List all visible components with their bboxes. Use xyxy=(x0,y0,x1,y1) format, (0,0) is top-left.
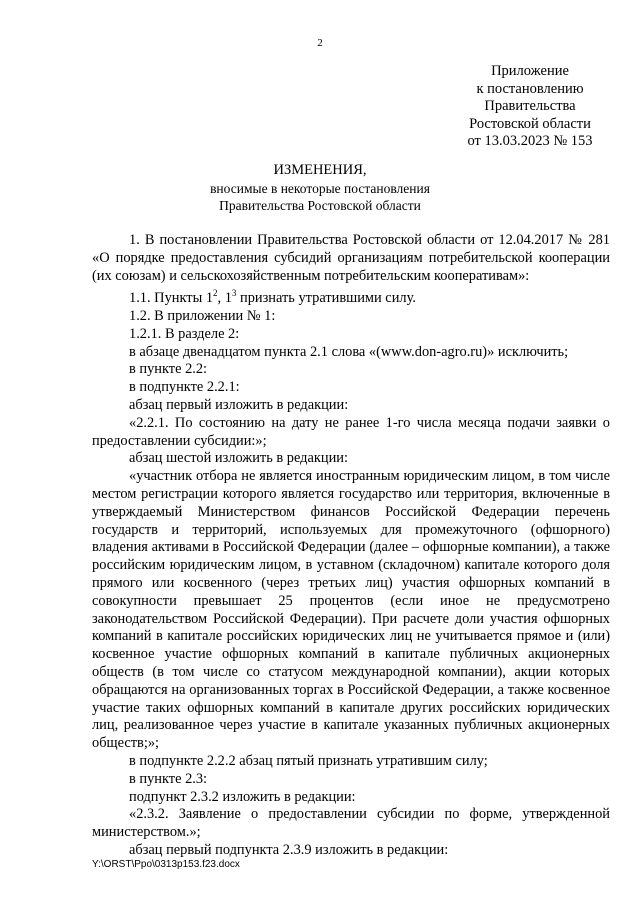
document-title xyxy=(0,162,640,215)
paragraph: абзац первый изложить в редакции: xyxy=(129,396,349,413)
title-heading: ИЗМЕНЕНИЯ, xyxy=(273,162,367,178)
paragraph: абзац шестой изложить в редакции: xyxy=(129,450,348,467)
paragraph: абзац первый подпункта 2.3.9 изложить в редакции: xyxy=(129,841,449,858)
paragraph-text: признать утратившими силу. xyxy=(236,290,416,307)
title-line: Правительства Ростовской области xyxy=(219,198,421,213)
appendix-line: Ростовской области xyxy=(469,115,591,132)
paragraph: в подпункте 2.2.2 абзац пятый признать утратившим силу; xyxy=(129,752,488,769)
paragraph: «2.2.1. По состоянию на дату не ранее 1-го числа месяца подачи заявки о предоставлении субсидии:»; xyxy=(92,414,610,449)
title-line: вносимые в некоторые постановления xyxy=(210,180,430,196)
paragraph: в пункте 2.2: xyxy=(129,361,208,378)
paragraph: в пункте 2.3: xyxy=(129,770,208,787)
paragraph: подпункт 2.3.2 изложить в редакции: xyxy=(129,788,356,805)
page-number: 2 xyxy=(317,37,323,49)
paragraph-text: , 1 xyxy=(217,290,232,307)
paragraph: «2.3.2. Заявление о предоставлении субсидии по форме, утвержденной министерством.»; xyxy=(92,806,610,841)
footer-file-path: Y:\ORST\Ppo\0313p153.f23.docx xyxy=(92,859,240,870)
appendix-line: Правительства xyxy=(484,98,576,114)
appendix-line: к постановлению xyxy=(476,80,584,97)
paragraph: 1. В постановлении Правительства Ростовской области от 12.04.2017 № 281 «О порядке предоставления субсидий организациям потребительской кооперации (их союзам) и сельскохозяйственным потребительским кооперативам»: xyxy=(92,232,610,284)
paragraph: в подпункте 2.2.1: xyxy=(129,379,240,396)
paragraph: в абзаце двенадцатом пункта 2.1 слова «(www.don-agro.ru)» исключить; xyxy=(129,343,569,360)
appendix-block xyxy=(440,63,620,151)
superscript: 3 xyxy=(231,288,237,299)
appendix-line: от 13.03.2023 № 153 xyxy=(467,133,593,149)
paragraph xyxy=(92,285,610,308)
paragraph: 1.2.1. В разделе 2: xyxy=(129,325,240,342)
document-body xyxy=(92,232,610,860)
paragraph: 1.2. В приложении № 1: xyxy=(129,307,276,324)
paragraph-text: 1.1. Пункты 1 xyxy=(129,290,214,307)
appendix-line: Приложение xyxy=(491,63,569,79)
paragraph: «участник отбора не является иностранным юридическим лицом, в том числе местом регистрации которого является государство или территория, включенные в утверждаемый Министерством финансов Российской Федерации перечень государств и территорий, используемых для промежуточного (офшорного) владения активами в Российской Федерации (далее – офшорные компании), а также российским юридическим лицом, в уставном (складочном) капитале которого доля прямого или косвенного (через третьих лиц) участия офшорных компаний в совокупности превышает 25 процентов (если иное не предусмотрено законодательством Российской Федерации). При расчете доли участия офшорных компаний в капитале российских юридических лиц не учитывается прямое и (или) косвенное участие офшорных компаний в капитале публичных акционерных обществ (в том числе со статусом международной компании), акции которых обращаются на организованных торгах в Российской Федерации, а также косвенное участие таких офшорных компаний в капитале других российских юридических лиц, реализованное через участие в капитале указанных публичных акционерных обществ;»; xyxy=(92,468,610,752)
superscript: 2 xyxy=(213,288,218,299)
